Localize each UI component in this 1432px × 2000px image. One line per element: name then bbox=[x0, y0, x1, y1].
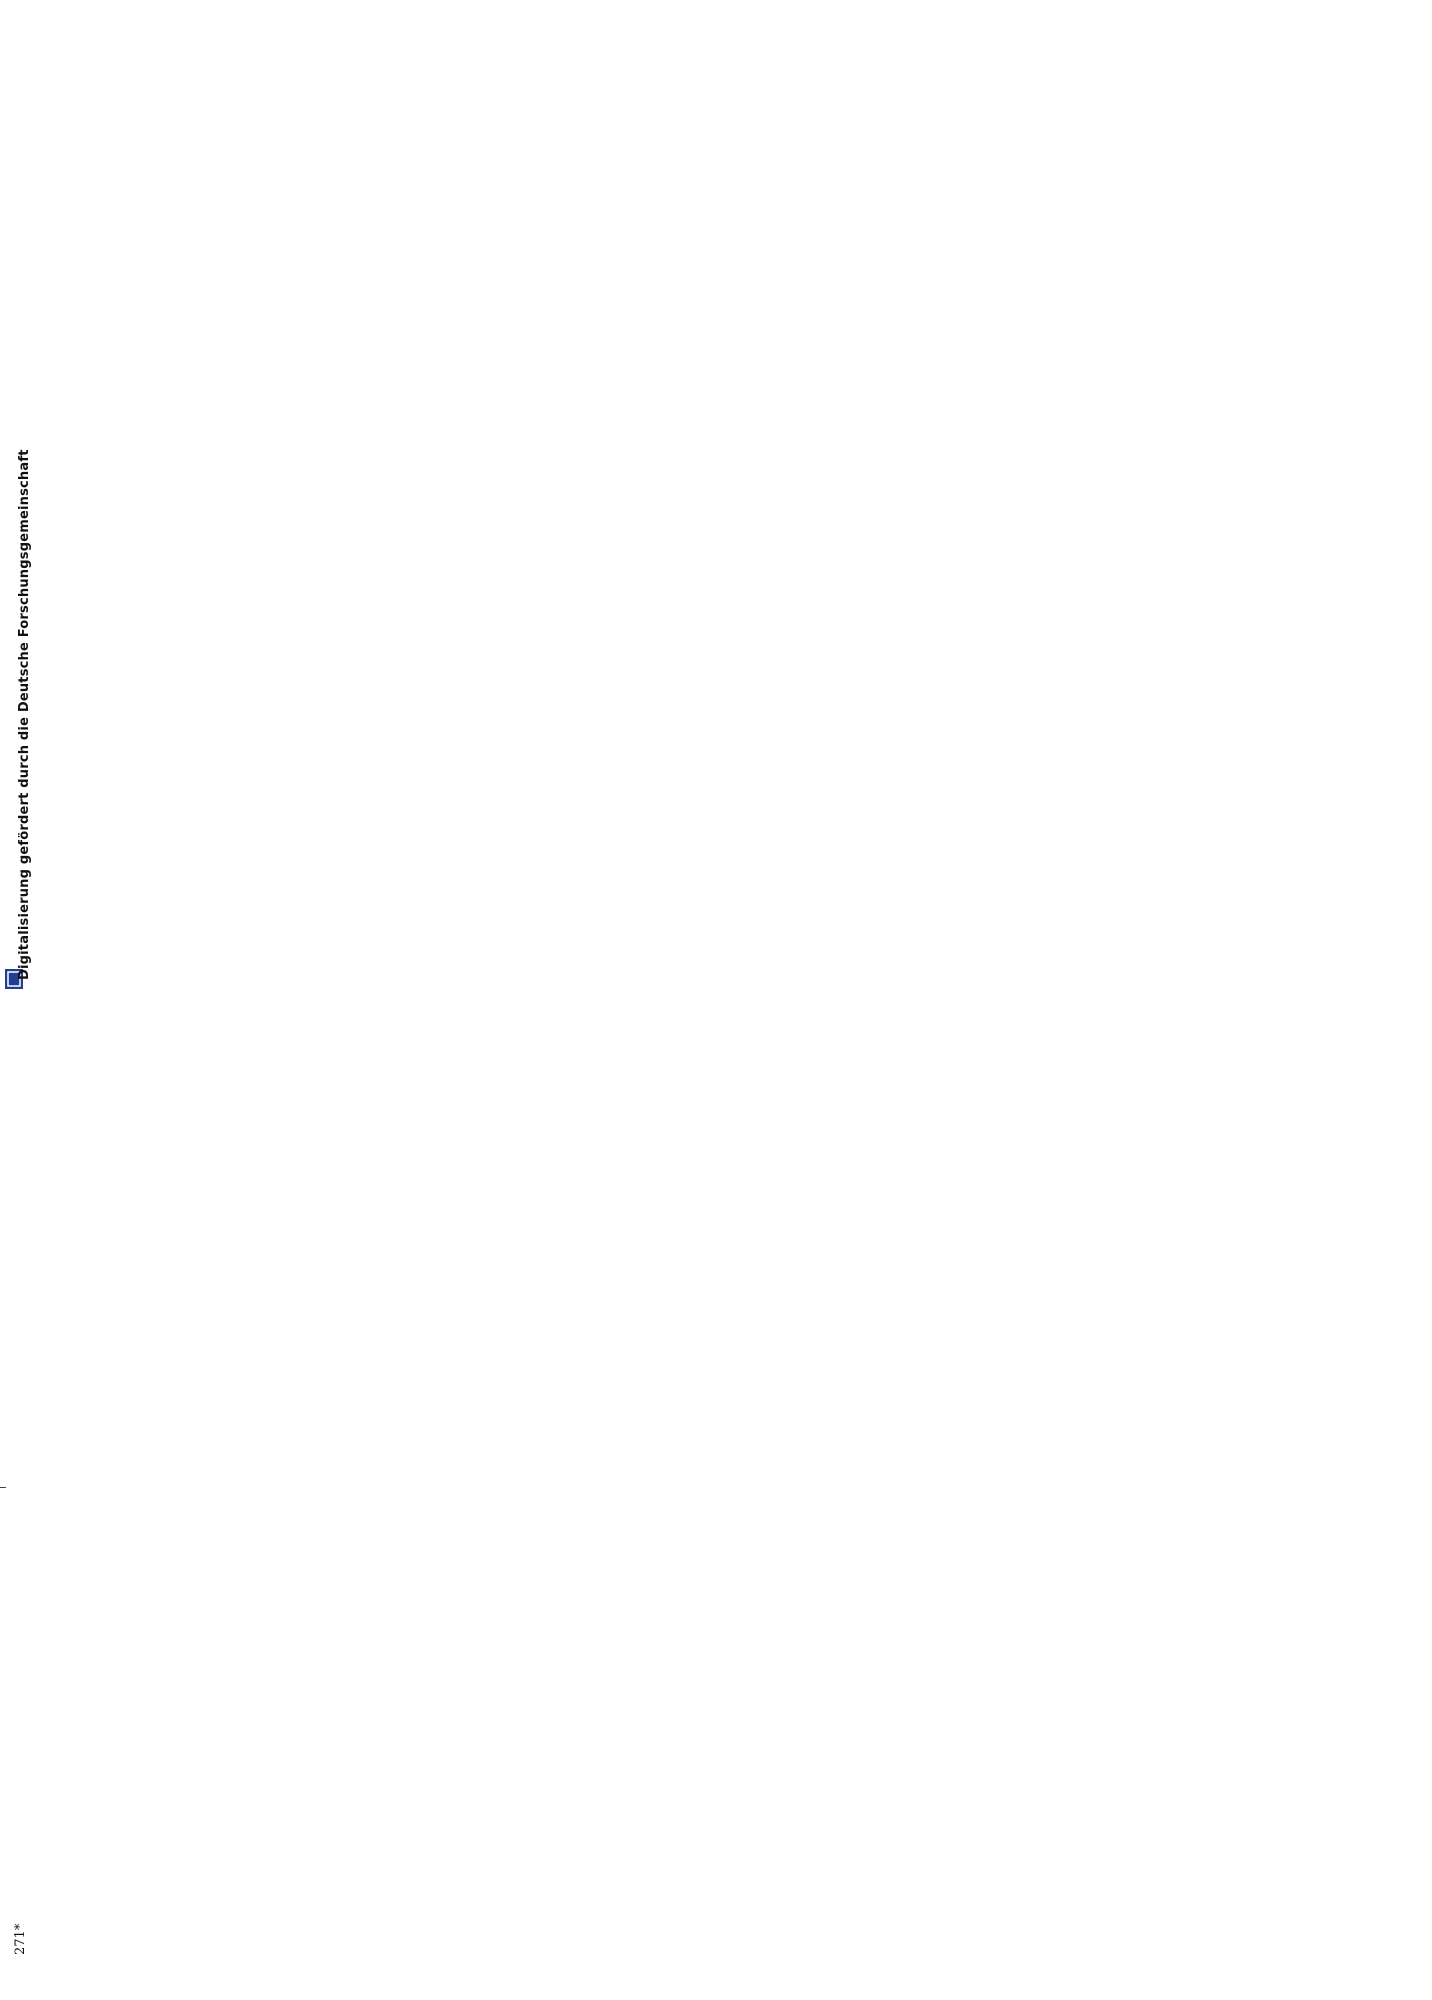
text-column-left bbox=[0, 1515, 6, 1955]
text-column-right bbox=[0, 1015, 6, 1455]
digitization-credit: Digitalisierung gefördert durch die Deutsche Forschungsgemeinschaft bbox=[17, 449, 32, 980]
column-divider bbox=[0, 1487, 6, 1488]
page-rotator bbox=[0, 1000, 40, 2000]
page-content bbox=[0, 1000, 40, 2000]
footer-signature-mark: 271* bbox=[13, 1923, 28, 1955]
sidebar-credit-strip bbox=[0, 0, 34, 1000]
